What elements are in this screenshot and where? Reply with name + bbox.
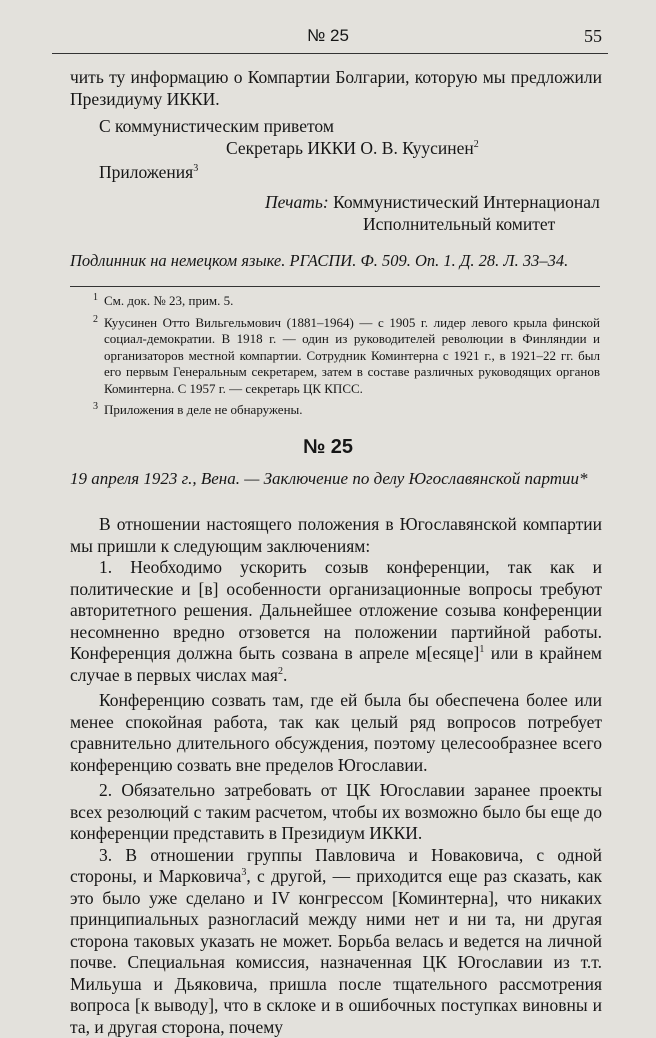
paragraph: Конференцию созвать там, где ей была бы обеспечена более или менее спокойная работа, так как целый ряд вопросов потребует сравнительно длительного обсуждения, поэтому целесообразнее всего конференцию созвать вне пределов Югославии. [70,690,602,776]
footnote-ref: 3 [241,867,246,878]
paragraph-text: или в крайнем случае в первых числах мая [70,643,602,685]
attachments-line [99,162,198,184]
footnote-ref: 2 [278,666,283,677]
footnotes [70,293,600,420]
footnote-number: 2 [70,312,104,395]
footnote-text: Приложения в деле не обнаружены. [104,402,600,419]
stamp-line-2: Исполнительный комитет [363,214,555,236]
footnote-text: См. док. № 23, прим. 5. [104,293,600,310]
header-rule [52,53,608,54]
stamp-text: Коммунистический Интернационал [333,192,600,212]
footnote-number: 1 [70,290,104,307]
footnote-rule [70,286,600,287]
footnote-ref: 1 [479,644,484,655]
paragraph-text: 3. В отношении группы Павловича и Новаковича, с одной стороны, и Марковича [70,845,602,887]
attachments-text: Приложения [99,162,193,182]
footnote [70,293,600,310]
closing-greeting: С коммунистическим приветом [99,116,334,138]
paragraph [70,557,602,686]
document-heading: 19 апреля 1923 г., Вена. — Заключение по делу Югославянской партии* [70,468,602,490]
footnote-ref: 2 [474,139,479,150]
footnote [70,315,600,398]
continuation-line-2: Президиуму ИККИ. [70,89,602,111]
footnote [70,402,600,419]
paragraph-text: . [283,665,287,685]
paragraph-text: 1. Необходимо ускорить созыв конференции, так как и политические и [в] особенности организационные вопросы требуют авторитетного решения. Дальнейшее отложение созыва конференции несомненно вредно отзовется на положении партийной работы. Конференция должна быть созвана в апреле м[есяце] [70,557,602,663]
paragraph: 2. Обязательно затребовать от ЦК Югославии заранее проекты всех резолюций с таким расчетом, чтобы их возможно было бы еще до конференции представить в Президиум ИККИ. [70,780,602,845]
footnote-ref: 3 [193,163,198,174]
paragraph [70,845,602,1038]
running-header [0,18,656,54]
footnote-number: 3 [70,399,104,416]
signature-text: Секретарь ИККИ О. В. Куусинен [226,138,474,158]
continuation-line-1: чить ту информацию о Компартии Болгарии, которую мы предложили [70,67,602,89]
running-header-section: № 25 [0,26,656,46]
document-body [70,514,602,1038]
footnote-text: Куусинен Отто Вильгельмович (1881–1964) — с 1905 г. лидер левого крыла финской социал-демократии. В 1918 г. — один из руководителей революции в Финляндии и организаторов местной компартии. Сотрудник Коминтерна с 1921 г., в 1921–22 гг. был его первым Генеральным секретарем, затем в составе различных руководящих органов Коминтерна. С 1957 г. — секретарь ЦК КПСС. [104,315,600,398]
page-number: 55 [584,26,602,47]
paragraph: В отношении настоящего положения в Югославянской компартии мы пришли к следующим заключениям: [70,514,602,557]
original-source-note: Подлинник на немецком языке. РГАСПИ. Ф. 509. Оп. 1. Д. 28. Л. 33–34. [70,250,602,272]
stamp-line-1 [265,192,600,214]
stamp-label: Печать: [265,192,329,212]
paragraph-text: , с другой, — приходится еще раз сказать, как это было уже сделано и IV конгрессом [Коминтерна], что никаких принципиальных разногласий между ними нет и ни та, ни другая сторона таковых указать не может. Борьба велась и ведется на личной почве. Специальная комиссия, назначенная ЦК Югославии из т.т. Мильуша и Дьяковича, пришла после тщательного рассмотрения вопроса [к выводу], что в склоке и в ошибочных поступках виновны и та, и другая сторона, почему [70,866,602,1037]
document-number: № 25 [0,436,656,459]
signature-line [226,138,479,160]
